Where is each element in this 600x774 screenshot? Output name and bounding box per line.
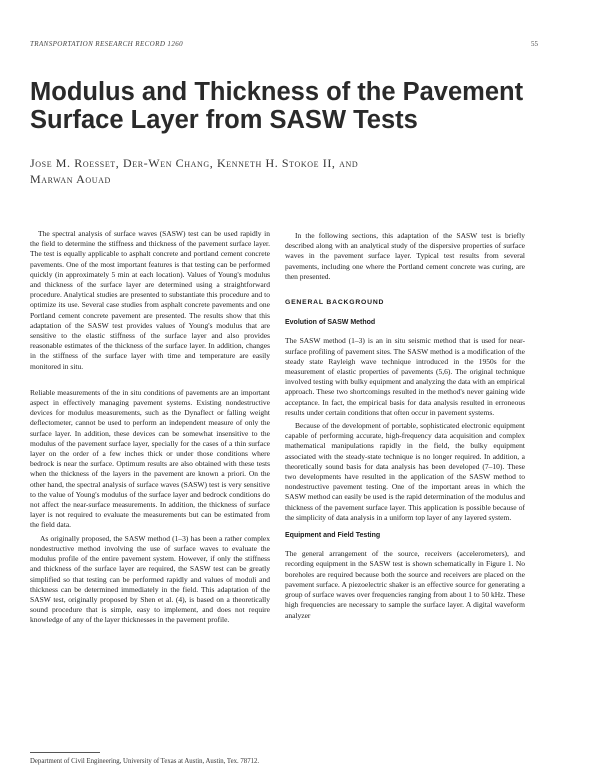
abstract-text: The spectral analysis of surface waves (SASW) test can be used rapidly in the field to determine the stiffness and thickness of the pavement surface layer. The test is equally applicable to asphalt concrete and portland cement concrete pavements. One of the most important features is that testing can be performed quickly (in approximately 5 min at each location). Values of Young's modulus and thickness of the surface layer are determined using a straightforward procedure. Analytical studies are presented to substantiate this procedure and to optimize its use. Several case studies from asphalt concrete pavements and one Portland cement concrete pavement are presented. The results show that this adaptation of the SASW test provides values of Young's modulus that are sensitive to the elastic stiffness of the surface layer and also provides reasonable estimates of the thickness of the surface layer. In addition, changes in the stiffness of the surface layer with time and temperature are easily monitored in situ. (30, 229, 270, 371)
body-paragraph: In the following sections, this adaptation of the SASW test is briefly described along with an analytical study of the dispersive properties of surface waves in the pavement surface layer. Typical test results from several pavements, including one where the Portland cement concrete was curing, are then presented. (285, 231, 525, 281)
body-paragraph: Because of the development of portable, sophisticated electronic equipment capable of performing accurate, high-frequency data acquisition and complex mathematical manipulations rapidly in the field, the bulky equipment associated with the steady-state technique is no longer required. In addition, a theoretically sound basis for data analysis has been developed (7–10). These two developments have resulted in the application of the SASW method to nondestructive pavement testing. One of the important areas in which the SASW method can easily be used is the rapid determination of the modulus and thickness of the pavement surface layer. This application is possible because of the simplicity of data analysis in a uniform top layer of any layered system. (285, 421, 525, 522)
author-line: Jose M. Roesset, Der-Wen Chang, Kenneth H. Stokoe II, and (30, 156, 359, 170)
footnote (30, 752, 270, 766)
section-heading: GENERAL BACKGROUND (285, 299, 385, 307)
paper-title (30, 78, 550, 134)
body-paragraph: The SASW method (1–3) is an in situ seismic method that is used for near-surface profiling of pavement sites. The SASW method is a modification of the steady state Rayleigh wave technique introduced in the 1950s for the measurement of elastic properties of pavements (5,6). The original technique involved testing with bulky equipment and analyzing the data with an empirical approach. These two shortcomings resulted in the method's never gaining wide acceptance. In fact, the empirical basis for data analysis resulted in erroneous results under certain conditions that often occur in pavement systems. (285, 336, 525, 417)
page-number: 55 (531, 40, 538, 48)
footnote-rule (30, 752, 100, 753)
subsection-heading: Equipment and Field Testing (285, 532, 381, 540)
subsection-heading: Evolution of SASW Method (285, 319, 376, 327)
body-paragraph: The general arrangement of the source, receivers (accelerometers), and recording equipment in the SASW test is shown schematically in Figure 1. No boreholes are required because both the source and receivers are placed on the pavement surface. A piezoelectric shaker is an effective source for generating a group of surface waves over frequencies ranging from about 1 to 50 kHz. These high frequencies are necessary to sample the surface layer. A digital waveform analyzer (285, 549, 525, 620)
author-line: Marwan Aouad (30, 172, 111, 186)
subsection-body (285, 549, 525, 620)
body-paragraph: As originally proposed, the SASW method (1–3) has been a rather complex nondestructive method involving the use of surface waves to evaluate the modulus profile of the entire pavement system. However, if only the stiffness and thickness of the surface layer are required, the SASW test can be greatly simplified so that testing can be performed rapidly and values of moduli and thickness can be determined immediately in the field. This adaptation of the SASW test, originally proposed by Shen et al. (4), is based on a theoretically sound procedure that is simple, easy to implement, and does not require knowledge of any of the layer thicknesses in the pavement profile. (30, 533, 270, 625)
right-column (285, 231, 525, 624)
title-line: Surface Layer from SASW Tests (30, 106, 418, 134)
title-line: Modulus and Thickness of the Pavement (30, 78, 524, 106)
introduction (30, 388, 270, 626)
body-paragraph: Reliable measurements of the in situ conditions of pavements are an important aspect in effectively managing pavement systems. Existing nondestructive devices for modulus measurements, such as the Dynaflect or falling weight deflectometer, cannot be used to perform an independent measure of only the surface layer. In addition, these devices can be somewhat insensitive to the modulus of the pavement surface layer, specially for the cases of a thin surface layer on the order of a few inches thick or under those conditions where bedrock is near the surface. Optimum results are also obtained with these tests when the thickness of the layers in the pavement are known a priori. On the other hand, the spectral analysis of surface waves (SASW) test is very sensitive to the value of Young's modulus of the surface layer and bedrock conditions do not affect the near-surface measurements. In addition, the thickness of surface layer is not required to evaluate the measurements but can be estimated from the field data. (30, 387, 270, 530)
abstract (30, 229, 270, 372)
subsection-body (285, 336, 525, 523)
left-column (30, 229, 270, 629)
footnote-text: Department of Civil Engineering, University of Texas at Austin, Austin, Tex. 78712. (30, 758, 260, 765)
intro-continued (285, 231, 525, 282)
author-list (30, 155, 530, 187)
running-head: TRANSPORTATION RESEARCH RECORD 1260 (30, 40, 184, 48)
